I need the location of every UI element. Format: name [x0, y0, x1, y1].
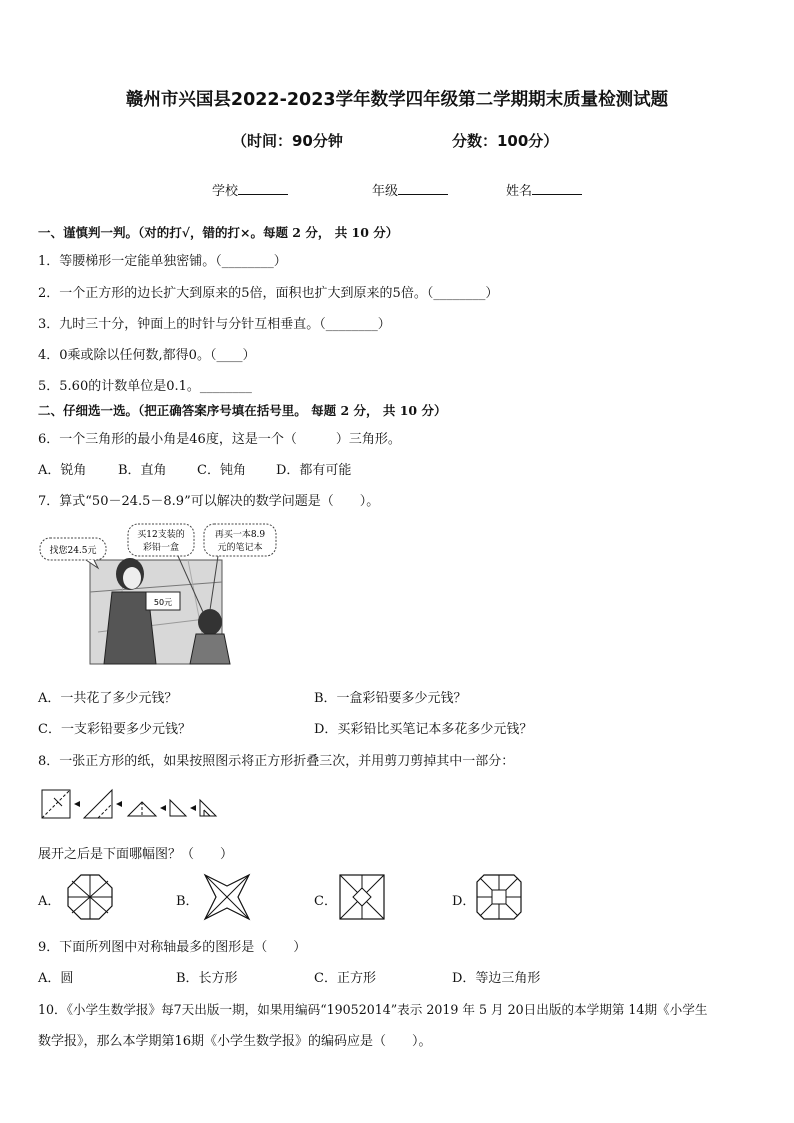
question-10-line1: 10．《小学生数学报》每7天出版一期，如果用编码“19052014”表示 2019 年 5 月 20日出版的本学期第 14期《小学生: [38, 1002, 708, 1017]
grade-label: 年级: [372, 184, 399, 199]
bubble-change: 找您24.5元: [49, 546, 97, 556]
q8-option-a[interactable]: A．: [38, 894, 61, 909]
q6-option-b[interactable]: B．直角: [118, 463, 167, 478]
q7-option-d[interactable]: D．买彩铅比买笔记本多花多少元钱？: [314, 722, 533, 737]
q6-option-a[interactable]: A．锐角: [38, 463, 87, 478]
grade-blank[interactable]: [398, 180, 448, 195]
q8-option-b[interactable]: B．: [176, 894, 199, 909]
q7-option-a[interactable]: A．一共花了多少元钱？: [38, 691, 178, 706]
diamond-hole-pattern-icon: [339, 874, 385, 920]
page-title: 赣州市兴国县2022-2023学年数学四年级第二学期期末质量检测试题: [125, 90, 669, 110]
q6-option-c[interactable]: C．钝角: [197, 463, 246, 478]
name-field[interactable]: [506, 180, 582, 199]
q6-option-d[interactable]: D．都有可能: [276, 463, 352, 478]
question-6: 6．一个三角形的最小角是46度，这是一个（ ）三角形。: [38, 432, 401, 447]
q9-option-d[interactable]: D．等边三角形: [452, 971, 541, 986]
section2-heading: 二、仔细选一选。（把正确答案序号填在括号里。 每题 2 分， 共 10 分）: [38, 403, 447, 418]
star-cut-pattern-icon: [204, 874, 250, 920]
question-8: 8．一张正方形的纸，如果按照图示将正方形折叠三次，并用剪刀剪掉其中一部分：: [38, 754, 515, 769]
bubble-pencils-1: 买12支装的: [137, 530, 185, 540]
question-5: 5．5.60的计数单位是0.1。________: [38, 379, 252, 394]
q7-option-b[interactable]: B．一盒彩铅要多少元钱？: [314, 691, 467, 706]
q7-option-c[interactable]: C．一支彩铅要多少元钱？: [38, 722, 191, 737]
bubble-notebook-1: 再买一本8.9: [214, 530, 266, 540]
q9-option-c[interactable]: C．正方形: [314, 971, 376, 986]
bubble-pencils-2: 彩铅一盒: [142, 543, 180, 553]
q8-ask: 展开之后是下面哪幅图？（ ）: [38, 847, 234, 862]
exam-score: 分数：100分）: [452, 132, 559, 150]
question-4: 4．0乘或除以任何数,都得0。（____）: [38, 348, 256, 363]
question-3: 3．九时三十分，钟面上的时针与分针互相垂直。（________）: [38, 317, 391, 332]
school-blank[interactable]: [238, 180, 288, 195]
q8-option-c[interactable]: C．: [314, 894, 337, 909]
exam-time: （时间：90分钟: [232, 132, 343, 150]
q9-option-a[interactable]: A．圆: [38, 971, 74, 986]
name-label: 姓名: [506, 184, 533, 199]
grade-field[interactable]: [372, 180, 448, 199]
question-7: 7．算式“50－24.5－8.9”可以解决的数学问题是（ ）。: [38, 494, 380, 509]
name-blank[interactable]: [532, 180, 582, 195]
square-hole-pattern-icon: [476, 874, 522, 920]
school-label: 学校: [212, 184, 239, 199]
octagon-pattern-icon: [67, 874, 113, 920]
question-1: 1．等腰梯形一定能单独密铺。（________）: [38, 254, 287, 269]
bubble-notebook-2: 元的笔记本: [217, 543, 263, 553]
money-note-label: 50元: [153, 598, 173, 607]
shopping-illustration: [38, 522, 283, 667]
question-2: 2．一个正方形的边长扩大到原来的5倍，面积也扩大到原来的5倍。（________）: [38, 286, 499, 301]
folding-steps-diagram: [40, 786, 220, 826]
school-field[interactable]: [212, 180, 288, 199]
section1-heading: 一、谨慎判一判。（对的打√，错的打×。每题 2 分， 共 10 分）: [38, 225, 399, 240]
question-9: 9．下面所列图中对称轴最多的图形是（ ）: [38, 940, 307, 955]
question-10-line2: 数学报》，那么本学期第16期《小学生数学报》的编码应是（ ）。: [38, 1034, 432, 1049]
q8-option-d[interactable]: D．: [452, 894, 476, 909]
q9-option-b[interactable]: B．长方形: [176, 971, 238, 986]
